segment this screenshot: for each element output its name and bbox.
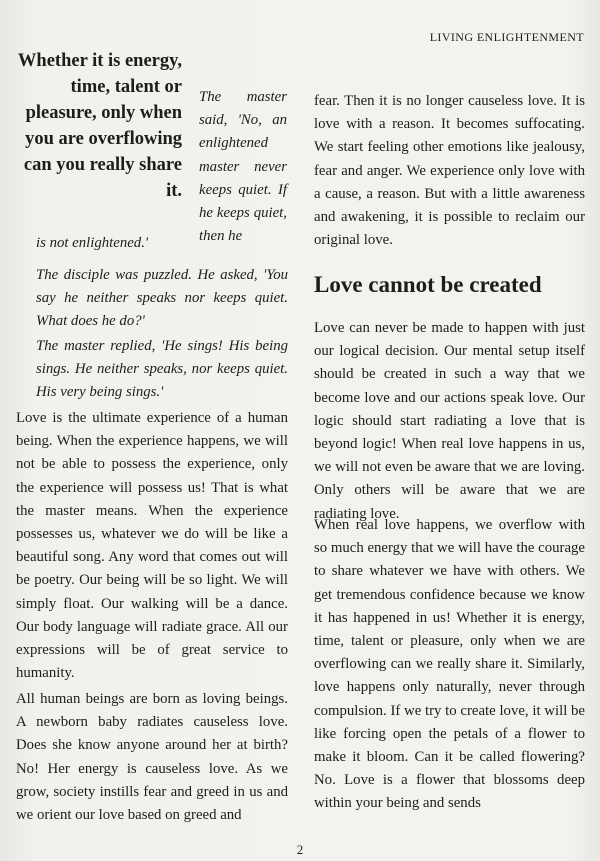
story-paragraph-1a: The master said, 'No, an enlightened master never keeps quiet. If he keeps quiet, then he: [199, 89, 287, 245]
section-heading: Love cannot be created: [314, 272, 542, 297]
page-number: 2: [296, 842, 304, 857]
story-paragraph-2: The disciple was puzzled. He asked, 'You say he neither speaks nor keeps quiet. What does he do?': [36, 267, 288, 330]
body-paragraph-left-1: Love is the ultimate experience of a human being. When the experience happens, we will not be able to possess the experience, only the experience will possess us! That is what the master means. When the experience possesses us, whatever we do will be like a beautiful song. Any word that comes out will be poetry. Our being will be so light. We will simply float. Our walking will be a dance. Our body language will radiate grace. All our expressions will be of great service to humanity.: [16, 410, 288, 682]
story-paragraph-3: The master replied, 'He sings! His being sings. He neither speaks, nor keeps quiet. His very being sings.': [36, 338, 288, 401]
body-paragraph-right-2: Love can never be made to happen with just our logical decision. Our mental setup itself should be created in such a way that we become love and our actions speak love. Our logic should start radiating a love that is beyond logic! When real love happens in us, we will not even be aware that we are loving. Only others will be aware that we are radiating love.: [314, 320, 585, 522]
body-paragraph-left-2: All human beings are born as loving beings. A newborn baby radiates causeless love. Does she know anyone around her at birth? No! Her energy is causeless love. As we grow, society instills fear and greed in us and we orient our love based on greed and: [16, 691, 288, 824]
running-header: LIVING ENLIGHTENMENT: [429, 30, 584, 44]
pull-quote: Whether it is energy, time, talent or pleasure, only when you are overflowing can you really share it.: [17, 51, 182, 201]
body-paragraph-right-1: fear. Then it is no longer causeless love. It is love with a reason. It becomes suffocating. We start feeling other emotions like jealousy, fear and anger. We experience only love with a cause, a reason. But with a little awareness and awakening, it is possible to reclaim our original love.: [314, 93, 585, 249]
body-paragraph-right-3: When real love happens, we overflow with so much energy that we will have the courage to share whatever we have with others. We get tremendous confidence because we know it has happened in us! Whether it is energy, time, talent or pleasure, only when we are overflowing can we really share it. Similarly, love happens only naturally, never through compulsion. If we try to create love, it will be like forcing open the petals of a flower to make it bloom. Can it be called flowering? No. Love is a flower that blossoms deep within your being and sends: [314, 517, 585, 812]
story-paragraph-1b: is not enlightened.': [36, 235, 149, 251]
